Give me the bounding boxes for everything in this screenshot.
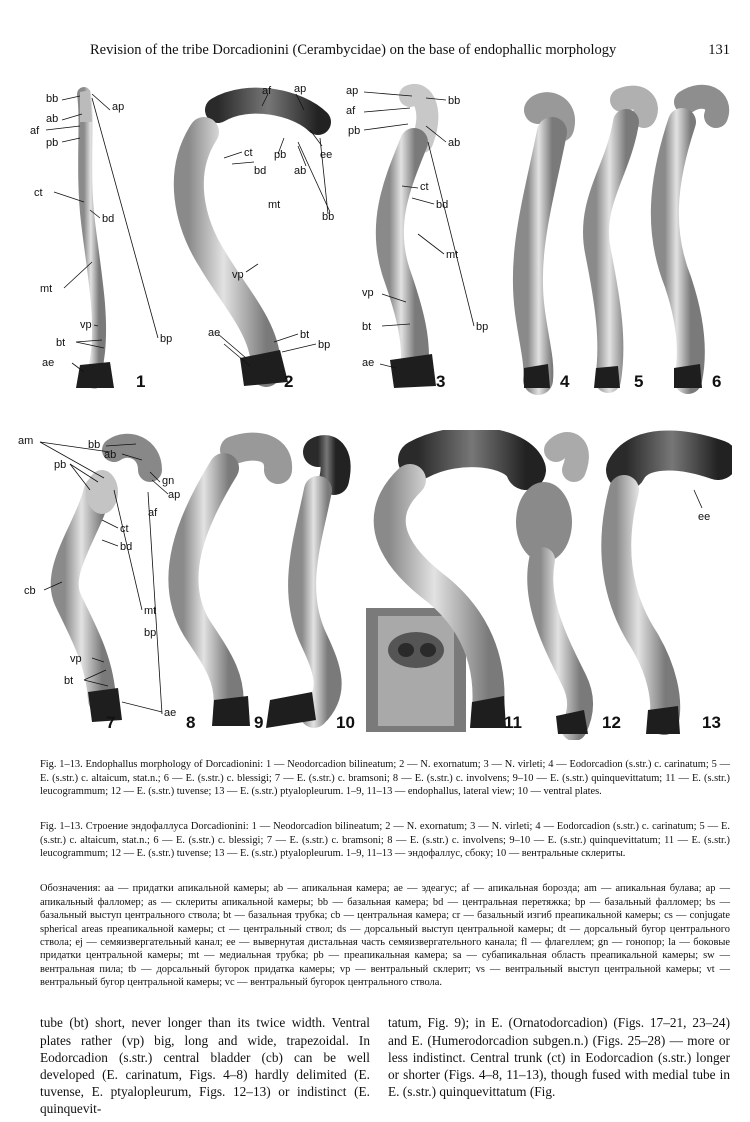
label-bp-fig7: bp <box>144 627 157 639</box>
label-am-fig7: am <box>18 435 34 447</box>
label-bt-fig2: bt <box>300 329 310 341</box>
label-bp-fig3: bp <box>476 321 489 333</box>
leader-lines-fig-2 <box>218 94 333 366</box>
label-ae-fig2: ae <box>208 327 221 339</box>
label-ab-fig7: ab <box>104 449 117 461</box>
specimen-fig-9 <box>266 450 336 728</box>
figure-number-9: 9 <box>254 713 264 732</box>
figure-caption-russian: Fig. 1–13. Строение эндофаллуса Dorcadionini: 1 — Neodorcadion bilineatum; 2 — N. exornatum; 3 — N. virleti; 4 — Eodorcadion (s.str.) c. carinatum; 5 — E. (s.str.) c. altaicum, stat.n.; 6 — E. (s.str.) c. blessigi; 7 — E. (s.str.) c. bramsoni; 8 — E. (s.str.) c. involvens; 9–10 — E. (s.str.) quinquevittatum; 11 — E. (s.str.) leucogrammum; 12 — E. (s.str.) tuvense; 13 — E. (s.str.) ptyalopleurum. 1–9, 11–13 — эндофаллус, сбоку; 10 — вентральные склериты. <box>40 821 730 860</box>
label-vp-fig1: vp <box>80 319 92 331</box>
plate-7-13-drawing <box>18 430 732 740</box>
label-pb-fig3: pb <box>348 125 361 137</box>
figure-number-7: 7 <box>106 713 116 732</box>
label-mt-fig2: mt <box>268 199 281 211</box>
label-af-fig1: af <box>30 125 40 137</box>
specimen-fig-3 <box>390 95 436 388</box>
label-bb-fig1: bb <box>46 93 59 105</box>
label-af-fig2: af <box>262 85 272 97</box>
label-mt-fig1: mt <box>40 283 53 295</box>
figure-plate-1-6 <box>18 82 732 402</box>
label-ee-fig13: ee <box>698 511 711 523</box>
label-ab-fig2: ab <box>294 165 307 177</box>
label-bt-fig1: bt <box>56 337 66 349</box>
label-vp-fig2: vp <box>232 269 244 281</box>
label-bp-fig1: bp <box>160 333 173 345</box>
label-bb-fig3: bb <box>448 95 461 107</box>
label-pb-fig1: pb <box>46 137 59 149</box>
specimen-fig-7 <box>65 446 150 722</box>
label-pb-fig7: pb <box>54 459 67 471</box>
label-ee-fig2: ee <box>320 149 333 161</box>
label-bb-fig7: bb <box>88 439 101 451</box>
label-bd-fig2: bd <box>254 165 267 177</box>
label-pb-fig2: pb <box>274 149 287 161</box>
label-ct-fig2: ct <box>244 147 253 159</box>
specimen-fig-13 <box>616 451 718 734</box>
label-vp-fig7: vp <box>70 653 82 665</box>
figure-number-1: 1 <box>136 372 146 391</box>
figure-number-11: 11 <box>504 713 522 732</box>
label-bt-fig7: bt <box>64 675 74 687</box>
leader-line-fig-13 <box>694 490 702 508</box>
label-mt-fig7: mt <box>144 605 157 617</box>
figure-number-2: 2 <box>284 372 294 391</box>
label-ae-fig3: ae <box>362 357 375 369</box>
label-cb-fig7: cb <box>24 585 36 597</box>
label-bb-fig2: bb <box>322 211 335 223</box>
figure-number-12: 12 <box>602 713 621 732</box>
specimen-fig-8 <box>183 447 278 726</box>
label-ct-fig1: ct <box>34 187 43 199</box>
label-ap-fig1: ap <box>112 101 125 113</box>
label-ab-fig1: ab <box>46 113 59 125</box>
label-bt-fig3: bt <box>362 321 372 333</box>
running-title: Revision of the tribe Dorcadionini (Cerambycidae) on the base of endophallic morphology <box>90 42 617 58</box>
figure-number-6: 6 <box>712 372 722 391</box>
body-text-left-column: tube (bt) short, never longer than its twice width. Ventral plates rather (vp) big, long and wide, trapezoidal. In Eodorcadion (s.str.) central bladder (cb) can be well developed (E. carinatum, Figs. 4–8) hardly delimited (E. tuvense, E. ptyalopleurum, Figs. 12–13) or indistinct (E. quinquevit- <box>40 1015 370 1117</box>
specimen-fig-5 <box>594 98 646 388</box>
running-header <box>90 42 730 64</box>
specimen-fig-4 <box>524 106 561 388</box>
label-ct-fig7: ct <box>120 523 129 535</box>
label-ap-fig3: ap <box>346 85 359 97</box>
figure-caption-english: Fig. 1–13. Endophallus morphology of Dorcadionini: 1 — Neodorcadion bilineatum; 2 — N. exornatum; 3 — N. virleti; 4 — Eodorcadion (s.str.) c. carinatum; 5 — E. (s.str.) c. altaicum, stat.n.; 6 — E. (s.str.) c. blessigi; 7 — E. (s.str.) c. bramsoni; 8 — E. (s.str.) c. involvens; 9–10 — E. (s.str.) quinquevittatum; 11 — E. (s.str.) leucogrammum; 12 — E. (s.str.) tuvense; 13 — E. (s.str.) ptyalopleurum. 1–9, 11–13 — endophallus, lateral view; 10 — ventral plates. <box>40 759 730 798</box>
label-ae-fig7: ae <box>164 707 177 719</box>
label-bd-fig1: bd <box>102 213 115 225</box>
figure-number-10: 10 <box>336 713 355 732</box>
label-ap-fig7: ap <box>168 489 181 501</box>
label-vp-fig3: vp <box>362 287 374 299</box>
label-bd-fig3: bd <box>436 199 449 211</box>
label-ct-fig3: ct <box>420 181 429 193</box>
label-ae-fig1: ae <box>42 357 55 369</box>
body-text-right-column: tatum, Fig. 9); in E. (Ornatodorcadion) (Figs. 17–21, 23–24) and E. (Humerodorcadion subgen.n.) (Figs. 25–28) — more or less indistinct. Central trunk (ct) in Eodorcadion (s.str.) longer or shorter (Figs. 4–8, 11–13), though fused with medial tube in E. (s.str.) quinquevittatum (Fig. <box>388 1015 730 1100</box>
figure-number-5: 5 <box>634 372 644 391</box>
figure-number-4: 4 <box>560 372 570 391</box>
label-ab-fig3: ab <box>448 137 461 149</box>
label-gn-fig7: gn <box>162 475 175 487</box>
specimen-fig-6 <box>665 97 717 388</box>
figure-number-8: 8 <box>186 713 196 732</box>
figure-number-3: 3 <box>436 372 446 391</box>
label-af-fig7: af <box>148 507 158 519</box>
label-bp-fig2: bp <box>318 339 331 351</box>
plate-1-6-drawing <box>18 82 732 402</box>
label-mt-fig3: mt <box>446 249 459 261</box>
label-af-fig3: af <box>346 105 356 117</box>
label-ap-fig2: ap <box>294 83 307 95</box>
page-number: 131 <box>708 42 730 58</box>
figure-plate-7-13 <box>18 430 732 740</box>
figure-number-13: 13 <box>702 713 721 732</box>
abbreviations-legend: Обозначения: aa — придатки апикальной камеры; ab — апикальная камера; ae — эдеагус; af — апикальная борозда; am — апикальная булава; ap — апикальный фалломер; as — склериты апикальной камеры; bb — базальная камера; bd — центральная перетяжка; bp — базальный фалломер; bs — базальный выступ центрального ствола; bt — базальная трубка; cb — центральная камера; cr — базальный изгиб преапикальной камеры; cs — conjugate spherical areas преапикальной камеры; ct — центральный ствол; ds — дорсальный выступ центральной камеры; dt — дорсальный бугор центрального ствола; ej — семяизвергательный канал; ee — вывернутая дистальная часть семяизвергательного канала; fl — флагеллем; gn — гонопор; la — боковые придатки центральной камеры; mt — медиальная трубка; pb — преапикальная камера; sa — субапикальная область преапикальной камеры; sw — вентральная пила; tb — дорсальный бугорок придатка камеры; vp — вентральный склерит; vs — вентральный выступ центральной камеры; vt — вентральный бугор центральной камеры; vc — вентральный бугорок центрального ствола. <box>40 883 730 989</box>
label-bd-fig7: bd <box>120 541 133 553</box>
